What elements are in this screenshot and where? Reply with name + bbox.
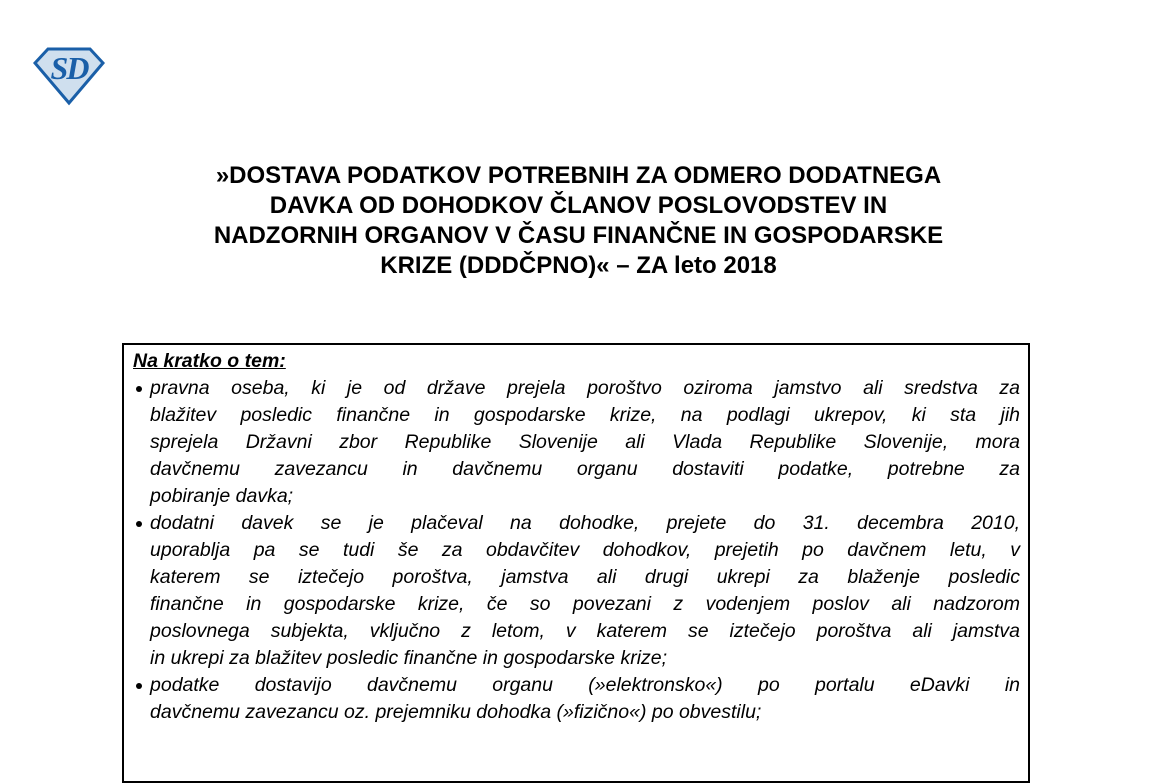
- bullet-lines: [150, 375, 1020, 510]
- bullet-line: blažitev posledic finančne in gospodarske krize, na podlagi ukrepov, ki sta jih: [150, 404, 1020, 426]
- bullet-item: [133, 510, 1020, 672]
- bullet-line: finančne in gospodarske krize, če so povezani z vodenjem poslov ali nadzorom: [150, 593, 1020, 615]
- page-title: [0, 161, 1157, 281]
- bullet-line: uporablja pa se tudi še za obdavčitev dohodkov, prejetih po davčnem letu, v: [150, 539, 1020, 561]
- info-box-heading: Na kratko o tem:: [133, 350, 286, 372]
- bullet-line: davčnemu zavezancu in davčnemu organu dostaviti podatke, potrebne za: [150, 458, 1020, 480]
- bullet-line: in ukrepi za blažitev posledic finančne in gospodarske krize;: [150, 647, 668, 669]
- bullet-line: pobiranje davka;: [150, 485, 294, 507]
- info-box: [122, 343, 1030, 783]
- bullet-dot-icon: [133, 672, 150, 726]
- bullet-line: poslovnega subjekta, vključno z letom, v katerem se iztečejo poroštva ali jamstva: [150, 620, 1020, 642]
- bullet-item: [133, 375, 1020, 510]
- bullet-line: dodatni davek se je plačeval na dohodke, prejete do 31. decembra 2010,: [150, 512, 1020, 534]
- title-line-2: DAVKA OD DOHODKOV ČLANOV POSLOVODSTEV IN: [269, 192, 888, 219]
- bullet-dot-icon: [133, 510, 150, 672]
- title-line-4: KRIZE (DDDČPNO)« – ZA leto 2018: [380, 252, 777, 279]
- bullet-line: sprejela Državni zbor Republike Slovenije ali Vlada Republike Slovenije, mora: [150, 431, 1020, 453]
- logo-letters: SD: [50, 50, 88, 86]
- bullet-line: podatke dostavijo davčnemu organu (»elektronsko«) po portalu eDavki in: [150, 674, 1020, 696]
- bullet-dot-icon: [133, 375, 150, 510]
- bullet-line: katerem se iztečejo poroštva, jamstva ali drugi ukrepi za blaženje posledic: [150, 566, 1020, 588]
- bullet-item: [133, 672, 1020, 726]
- bullet-list: [133, 375, 1020, 726]
- title-line-1: »DOSTAVA PODATKOV POTREBNIH ZA ODMERO DODATNEGA: [215, 162, 942, 189]
- sd-diamond-logo: [33, 46, 105, 106]
- bullet-line: pravna oseba, ki je od države prejela poroštvo oziroma jamstvo ali sredstva za: [150, 377, 1020, 399]
- bullet-line: davčnemu zavezancu oz. prejemniku dohodka (»fizično«) po obvestilu;: [150, 701, 762, 723]
- bullet-lines: [150, 510, 1020, 672]
- bullet-lines: [150, 672, 1020, 726]
- title-line-3: NADZORNIH ORGANOV V ČASU FINANČNE IN GOSPODARSKE: [213, 222, 944, 249]
